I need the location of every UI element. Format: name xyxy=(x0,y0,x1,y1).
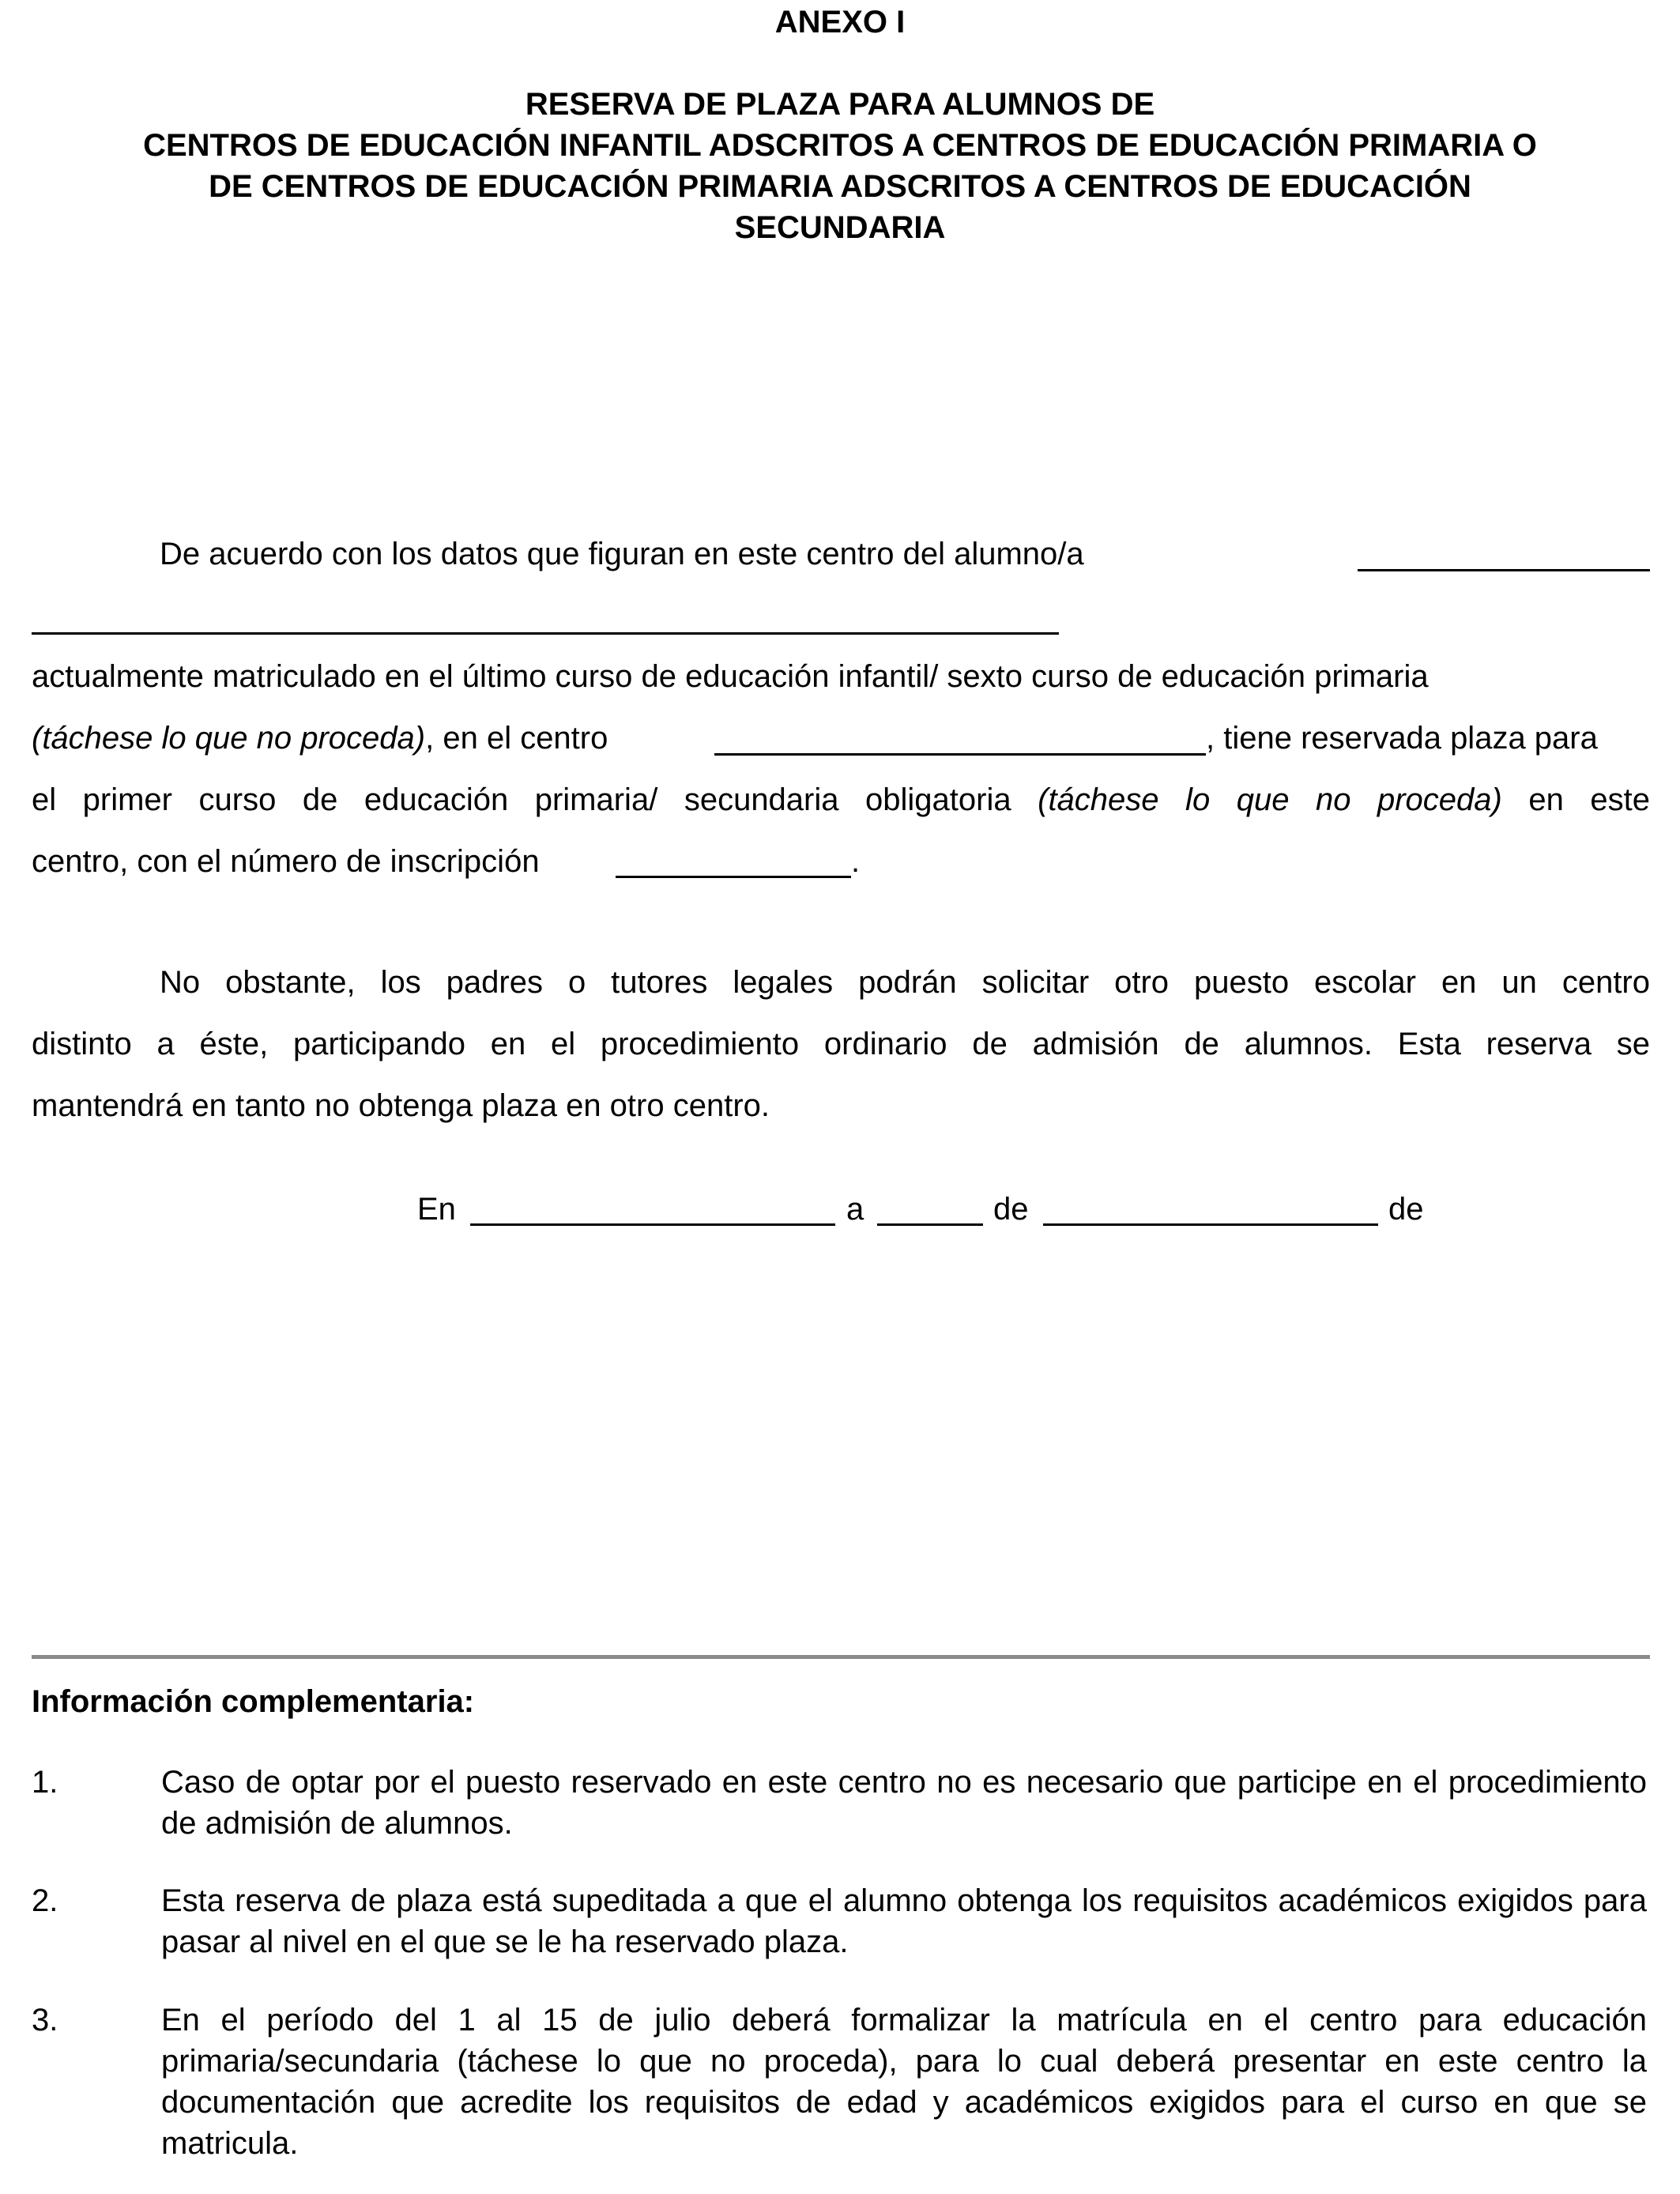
student-name-field-2[interactable] xyxy=(32,632,1059,635)
section-divider xyxy=(32,1655,1650,1659)
month-field[interactable] xyxy=(1043,1223,1378,1226)
inscription-label: centro, con el número de inscripción xyxy=(32,844,540,879)
info-item-2-text: Esta reserva de plaza está supeditada a que el alumno obtenga los requisitos académicos exigidos para pasar al nivel en el que se le ha reservado plaza. xyxy=(161,1883,1647,1959)
info-item-1-text: Caso de optar por el puesto reservado en este centro no es necesario que participe en el procedimiento de admisión de alumnos. xyxy=(161,1765,1647,1841)
course-line: el primer curso de educación primaria/ secundaria obligatoria (táchese lo que no proceda) en este xyxy=(32,782,1650,817)
title-line-4: SECUNDARIA xyxy=(734,210,946,245)
title-line-1: RESERVA DE PLAZA PARA ALUMNOS DE xyxy=(525,87,1155,122)
strike-note-1: (táchese lo que no proceda) xyxy=(32,721,426,756)
day-field[interactable] xyxy=(877,1223,983,1226)
info-item-3-text: En el período del 1 al 15 de julio deberá formalizar la matrícula en el centro para educación primaria/secundaria (táchese lo que no proceda), para lo cual deberá presentar en este centro la documentación que acredite los requisitos de edad y académicos exigidos para el curso en que se matricula. xyxy=(161,2003,1647,2161)
place-field[interactable] xyxy=(470,1223,835,1226)
notice-line-1: No obstante, los padres o tutores legales podrán solicitar otro puesto escolar en un centro xyxy=(160,965,1650,1000)
title-line-3: DE CENTROS DE EDUCACIÓN PRIMARIA ADSCRITOS A CENTROS DE EDUCACIÓN xyxy=(209,169,1471,204)
place-label: En xyxy=(417,1192,456,1227)
strike-note-2: (táchese lo que no proceda) xyxy=(1038,782,1502,817)
day-label: a xyxy=(846,1192,864,1227)
intro-text: De acuerdo con los datos que figuran en este centro del alumno/a xyxy=(160,537,1084,571)
center-line xyxy=(32,718,608,758)
reserved-text: , tiene reservada plaza para xyxy=(1206,721,1598,756)
inscription-period: . xyxy=(851,844,861,879)
title-line-2: CENTROS DE EDUCACIÓN INFANTIL ADSCRITOS A CENTROS DE EDUCACIÓN PRIMARIA O xyxy=(143,128,1537,163)
notice-line-3: mantendrá en tanto no obtenga plaza en otro centro. xyxy=(32,1088,770,1123)
month-label: de xyxy=(993,1192,1029,1227)
notice-line-2: distinto a éste, participando en el procedimiento ordinario de admisión de alumnos. Esta reserva se xyxy=(32,1027,1650,1061)
info-item-1-number: 1. xyxy=(32,1765,58,1800)
center-field[interactable] xyxy=(714,753,1206,756)
enrollment-line: actualmente matriculado en el último curso de educación infantil/ sexto curso de educación primaria xyxy=(32,659,1429,694)
student-name-field-1[interactable] xyxy=(1358,569,1650,571)
info-item-3-number: 3. xyxy=(32,2003,58,2038)
annex-heading: ANEXO I xyxy=(774,5,906,40)
document-title xyxy=(32,84,1648,248)
center-label: , en el centro xyxy=(425,721,608,756)
info-heading: Información complementaria: xyxy=(32,1684,475,1719)
info-item-2-number: 2. xyxy=(32,1883,58,1918)
inscription-number-field[interactable] xyxy=(616,876,851,878)
year-label: de xyxy=(1388,1192,1424,1227)
